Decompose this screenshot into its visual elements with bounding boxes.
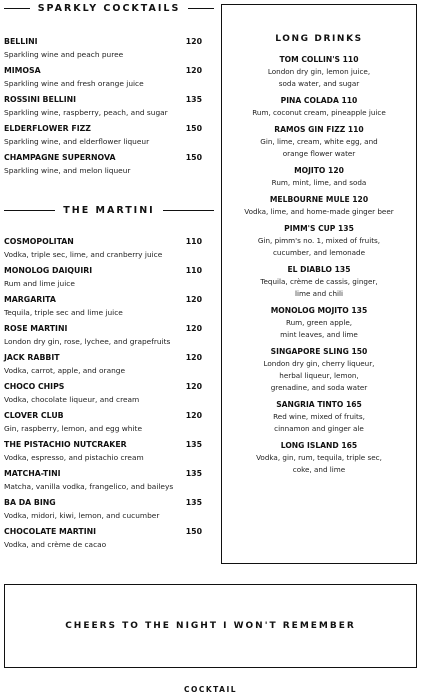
long-drink-description: cucumber, and lemonade (272, 248, 366, 257)
long-drink-item (224, 222, 414, 259)
divider-left (4, 210, 55, 211)
menu-item-description: Vodka, triple sec, lime, and cranberry juice (4, 250, 163, 259)
menu-item (4, 64, 202, 90)
menu-item (4, 93, 202, 119)
menu-item (4, 35, 202, 61)
long-drink-description: Gin, pimm's no. 1, mixed of fruits, (257, 236, 381, 245)
divider-right (163, 210, 214, 211)
menu-item-price: 120 (185, 324, 202, 333)
long-drink-description: mint leaves, and lime (280, 330, 358, 339)
menu-item-price: 135 (185, 498, 202, 507)
long-drink-item (224, 398, 414, 435)
menu-item-name: MONOLOG DAIQUIRI (4, 266, 93, 275)
menu-item-name: MARGARITA (4, 295, 56, 304)
menu-item-name: CHOCOLATE MARTINI (4, 527, 97, 536)
menu-item-price: 120 (185, 295, 202, 304)
menu-item-description: Rum and lime juice (4, 279, 75, 288)
menu-item-price: 120 (185, 353, 202, 362)
long-drink-description: orange flower water (282, 149, 356, 158)
menu-item (4, 351, 202, 377)
long-drink-description: Tequila, crème de cassis, ginger, (260, 277, 378, 286)
menu-item (4, 409, 202, 435)
long-drink-name: MELBOURNE MULE 120 (269, 195, 369, 204)
long-drink-name: TOM COLLIN'S 110 (279, 55, 359, 64)
long-drink-description: herbal liqueur, lemon, (279, 371, 359, 380)
menu-item (4, 380, 202, 406)
long-drink-item (224, 345, 414, 394)
sparkly-list (4, 35, 202, 177)
menu-item-description: Vodka, espresso, and pistachio cream (4, 453, 144, 462)
menu-item-description: Sparkling wine and fresh orange juice (4, 79, 144, 88)
menu-item (4, 235, 202, 261)
menu-item (4, 496, 202, 522)
menu-item-price: 110 (185, 237, 202, 246)
menu-item-description: Gin, raspberry, lemon, and egg white (4, 424, 142, 433)
long-drink-description: London dry gin, cherry liqueur, (263, 359, 375, 368)
menu-item-name: BELLINI (4, 37, 38, 46)
long-drink-name: EL DIABLO 135 (287, 265, 351, 274)
long-drink-item (224, 439, 414, 476)
long-drink-item (224, 123, 414, 160)
martini-section-title: THE MARTINI (63, 205, 155, 216)
menu-item-description: Tequila, triple sec and lime juice (4, 308, 123, 317)
menu-item-header (4, 525, 202, 538)
long-drink-description: Vodka, gin, rum, tequila, triple sec, (256, 453, 382, 462)
long-drink-name: SANGRIA TINTO 165 (276, 400, 362, 409)
menu-item-header (4, 264, 202, 277)
menu-item (4, 438, 202, 464)
long-drink-description: Rum, green apple, (285, 318, 353, 327)
long-drink-item (224, 193, 414, 218)
long-drink-description: soda water, and sugar (278, 79, 360, 88)
menu-item-description: Sparkling wine, raspberry, peach, and sugar (4, 108, 168, 117)
menu-item-header (4, 151, 202, 164)
menu-item-description: Sparkling wine, and elderflower liqueur (4, 137, 150, 146)
menu-item-price: 110 (185, 266, 202, 275)
menu-item (4, 151, 202, 177)
long-drink-name: LONG ISLAND 165 (280, 441, 358, 450)
menu-item-name: JACK RABBIT (4, 353, 60, 362)
menu-item-header (4, 409, 202, 422)
menu-item-header (4, 467, 202, 480)
long-drinks-list (224, 53, 414, 480)
menu-item-description: London dry gin, rose, lychee, and grapefruits (4, 337, 171, 346)
long-drink-name: MONOLOG MOJITO 135 (270, 306, 368, 315)
long-drinks-title: LONG DRINKS (275, 34, 363, 44)
martini-list (4, 235, 202, 551)
long-drink-description: London dry gin, lemon juice, (267, 67, 371, 76)
long-drink-name: PIMM'S CUP 135 (284, 224, 354, 233)
menu-item-price: 150 (185, 124, 202, 133)
page-footer: COCKTAIL (183, 685, 238, 694)
cheers-banner (4, 584, 417, 668)
menu-item-price: 150 (185, 527, 202, 536)
menu-item (4, 122, 202, 148)
menu-item-header (4, 122, 202, 135)
divider-right (188, 8, 214, 9)
long-drink-name: PINA COLADA 110 (280, 96, 358, 105)
menu-item-description: Vodka, and crème de cacao (4, 540, 107, 549)
menu-item-name: ROSSINI BELLINI (4, 95, 77, 104)
cheers-text: CHEERS TO THE NIGHT I WON'T REMEMBER (65, 621, 356, 631)
menu-item-description: Sparkling wine and peach puree (4, 50, 124, 59)
menu-item-description: Vodka, carrot, apple, and orange (4, 366, 126, 375)
long-drink-name: RAMOS GIN FIZZ 110 (274, 125, 364, 134)
menu-item-header (4, 380, 202, 393)
long-drink-description: coke, and lime (292, 465, 346, 474)
menu-item-header (4, 293, 202, 306)
menu-item-price: 135 (185, 95, 202, 104)
long-drink-item (224, 304, 414, 341)
long-drinks-panel (221, 4, 417, 564)
long-drink-description: Rum, coconut cream, pineapple juice (252, 108, 386, 117)
menu-item-header (4, 93, 202, 106)
martini-section-header (4, 205, 214, 216)
sparkly-section-title: SPARKLY COCKTAILS (37, 3, 181, 14)
menu-item-name: CLOVER CLUB (4, 411, 64, 420)
menu-item (4, 264, 202, 290)
menu-item-description: Matcha, vanilla vodka, frangelico, and baileys (4, 482, 174, 491)
long-drink-item (224, 53, 414, 90)
menu-item (4, 293, 202, 319)
menu-item-name: CHAMPAGNE SUPERNOVA (4, 153, 116, 162)
long-drink-item (224, 263, 414, 300)
long-drink-description: lime and chili (294, 289, 343, 298)
menu-item-header (4, 351, 202, 364)
menu-item-price: 120 (185, 382, 202, 391)
menu-item-header (4, 35, 202, 48)
menu-item-name: MATCHA-TINI (4, 469, 61, 478)
menu-item (4, 467, 202, 493)
menu-item-header (4, 64, 202, 77)
menu-item-header (4, 438, 202, 451)
sparkly-section-header (4, 3, 214, 14)
menu-item (4, 525, 202, 551)
menu-item-price: 120 (185, 411, 202, 420)
long-drink-name: MOJITO 120 (294, 166, 344, 175)
menu-item-description: Vodka, midori, kiwi, lemon, and cucumber (4, 511, 160, 520)
menu-item-name: BA DA BING (4, 498, 56, 507)
menu-item-price: 120 (185, 66, 202, 75)
long-drink-name: SINGAPORE SLING 150 (270, 347, 368, 356)
long-drink-description: cinnamon and ginger ale (274, 424, 364, 433)
menu-item-description: Vodka, chocolate liqueur, and cream (4, 395, 140, 404)
long-drink-description: Rum, mint, lime, and soda (271, 178, 367, 187)
long-drink-description: grenadine, and soda water (270, 383, 368, 392)
menu-item-price: 150 (185, 153, 202, 162)
menu-item-name: THE PISTACHIO NUTCRAKER (4, 440, 127, 449)
menu-item-name: COSMOPOLITAN (4, 237, 74, 246)
long-drink-item (224, 94, 414, 119)
menu-item-price: 120 (185, 37, 202, 46)
menu-item-name: MIMOSA (4, 66, 41, 75)
menu-item-header (4, 496, 202, 509)
menu-item-header (4, 235, 202, 248)
menu-item-header (4, 322, 202, 335)
menu-item-name: ROSE MARTINI (4, 324, 68, 333)
menu-item-name: CHOCO CHIPS (4, 382, 65, 391)
long-drink-description: Red wine, mixed of fruits, (273, 412, 365, 421)
menu-item-price: 135 (185, 440, 202, 449)
menu-item-price: 135 (185, 469, 202, 478)
long-drink-item (224, 164, 414, 189)
long-drink-description: Gin, lime, cream, white egg, and (260, 137, 378, 146)
divider-left (4, 8, 30, 9)
long-drink-description: Vodka, lime, and home-made ginger beer (244, 207, 394, 216)
menu-item-name: ELDERFLOWER FIZZ (4, 124, 91, 133)
menu-item-description: Sparkling wine, and melon liqueur (4, 166, 131, 175)
menu-item (4, 322, 202, 348)
